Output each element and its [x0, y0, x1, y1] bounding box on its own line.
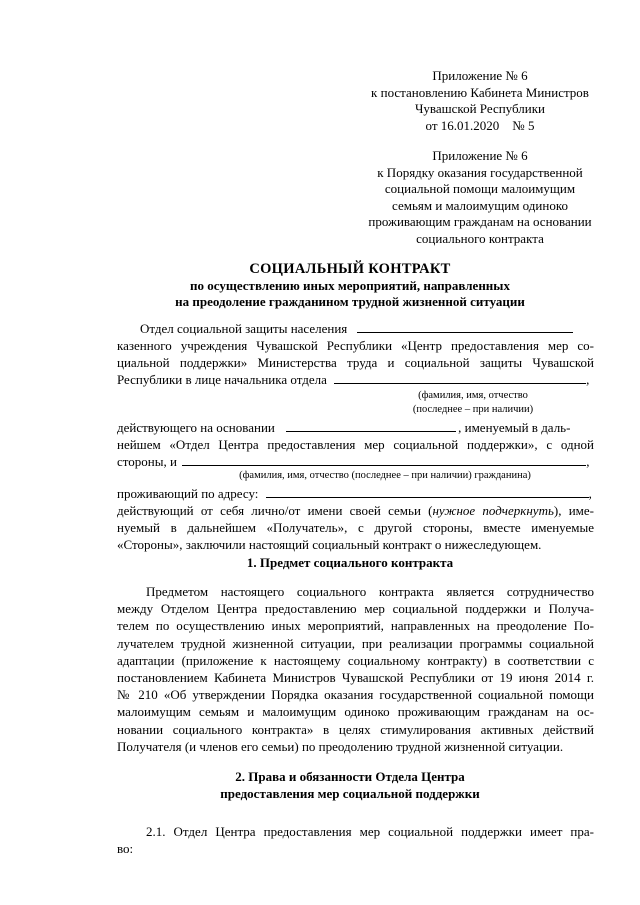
- head-name-blank-field[interactable]: [334, 371, 586, 384]
- paragraph-line: между Отделом Центра предоставлению мер социальной поддержки и Получа-: [117, 601, 594, 617]
- paragraph-line: малоимущим семьям и малоимущим одиноко проживающим гражданам на ос-: [117, 704, 594, 720]
- document-subtitle: [110, 278, 590, 310]
- section-2-heading-line: предоставления мер социальной поддержки: [220, 786, 480, 801]
- paragraph-line: адаптации (приложение к настоящему социальному контракту) в соответствии с: [117, 652, 594, 668]
- paragraph-line: новании социального контракта» в целях стимулирования активных действий: [117, 721, 594, 737]
- appendix-block-procedure: [360, 148, 600, 247]
- paragraph-line: телем по осуществлению иных мероприятий, направленных на преодоление По-: [117, 618, 594, 634]
- appendix-line: Приложение № 6: [432, 68, 528, 83]
- intro-line-8: проживающий по адресу: ,: [117, 486, 592, 501]
- intro-line-4: Республики в лице начальника отдела ,: [117, 372, 590, 387]
- intro-line-7: стороны, и ,: [117, 454, 590, 469]
- intro-line: «Стороны», заключили настоящий социальный контракт о нижеследующем.: [117, 537, 542, 552]
- appendix-line: к постановлению Кабинета Министров: [371, 84, 589, 100]
- citizen-name-blank-field[interactable]: [182, 453, 586, 466]
- basis-blank-field[interactable]: [286, 419, 456, 432]
- paragraph-line: Предметом настоящего социального контракта является сотрудничество: [146, 584, 594, 599]
- blank-note: (фамилия, имя, отчество: [418, 390, 528, 401]
- address-blank-field[interactable]: [266, 485, 589, 498]
- section-2-heading-line: 2. Права и обязанности Отдела Центра: [235, 769, 465, 784]
- blank-note: (фамилия, имя, отчество (последнее – при наличии) гражданина): [239, 470, 531, 481]
- paragraph-line: лучателем трудной жизненной ситуации, при реализации программы социальной: [117, 635, 594, 651]
- intro-line-5: действующего на основании , именуемый в даль-: [117, 420, 571, 435]
- document-title: СОЦИАЛЬНЫЙ КОНТРАКТ: [249, 261, 451, 277]
- subtitle-line: по осуществлению иных мероприятий, направленных: [190, 278, 510, 293]
- paragraph-line: № 210 «Об утверждении Порядка оказания государственной социальной помощи: [117, 687, 594, 703]
- blank-note: (последнее – при наличии): [412, 404, 534, 415]
- paragraph-line: Получателя (и членов его семьи) по преодолению трудной жизненной ситуации.: [117, 738, 564, 754]
- intro-line-9: действующий от себя лично/от имени своей семьи (нужное подчеркнуть), име-: [117, 503, 594, 518]
- section-1-heading: 1. Предмет социального контракта: [246, 555, 454, 570]
- subtitle-line: на преодоление гражданином трудной жизненной ситуации: [175, 294, 525, 309]
- appendix-line: к Порядку оказания государственной: [377, 164, 583, 180]
- appendix-line: Чувашской Республики: [414, 101, 546, 116]
- appendix-line: проживающим гражданам на основании: [368, 214, 592, 229]
- appendix-line: социального контракта: [416, 230, 544, 246]
- paragraph-line: 2.1. Отдел Центра предоставления мер социальной поддержки имеет пра-: [146, 824, 594, 839]
- appendix-line: семьям и малоимущим одиноко: [392, 197, 568, 213]
- appendix-block-decree: [360, 68, 600, 134]
- appendix-line: от 16.01.2020 № 5: [425, 117, 535, 133]
- section-2-heading: [110, 768, 590, 802]
- intro-line: казенного учреждения Чувашской Республики «Центр предоставления мер со-: [117, 338, 594, 353]
- appendix-line: Приложение № 6: [432, 148, 528, 163]
- department-blank-field[interactable]: [357, 320, 573, 333]
- intro-line: нейшем «Отдел Центра предоставления мер социальной поддержки», с одной: [117, 437, 594, 452]
- intro-line-1: Отдел социальной защиты населения: [140, 320, 594, 337]
- intro-line: циальной поддержки» Министерства труда и социальной защиты Чувашской: [117, 355, 594, 370]
- paragraph-line: постановлением Кабинета Министров Чувашской Республики от 19 июня 2014 г.: [117, 670, 594, 686]
- section-2-paragraph: [117, 823, 594, 857]
- paragraph-line: во:: [117, 841, 134, 857]
- intro-line: нуемый в дальнейшем «Получатель», с другой стороны, вместе именуемые: [117, 520, 594, 535]
- section-1-paragraph: [117, 583, 594, 755]
- appendix-line: социальной помощи малоимущим: [384, 181, 576, 196]
